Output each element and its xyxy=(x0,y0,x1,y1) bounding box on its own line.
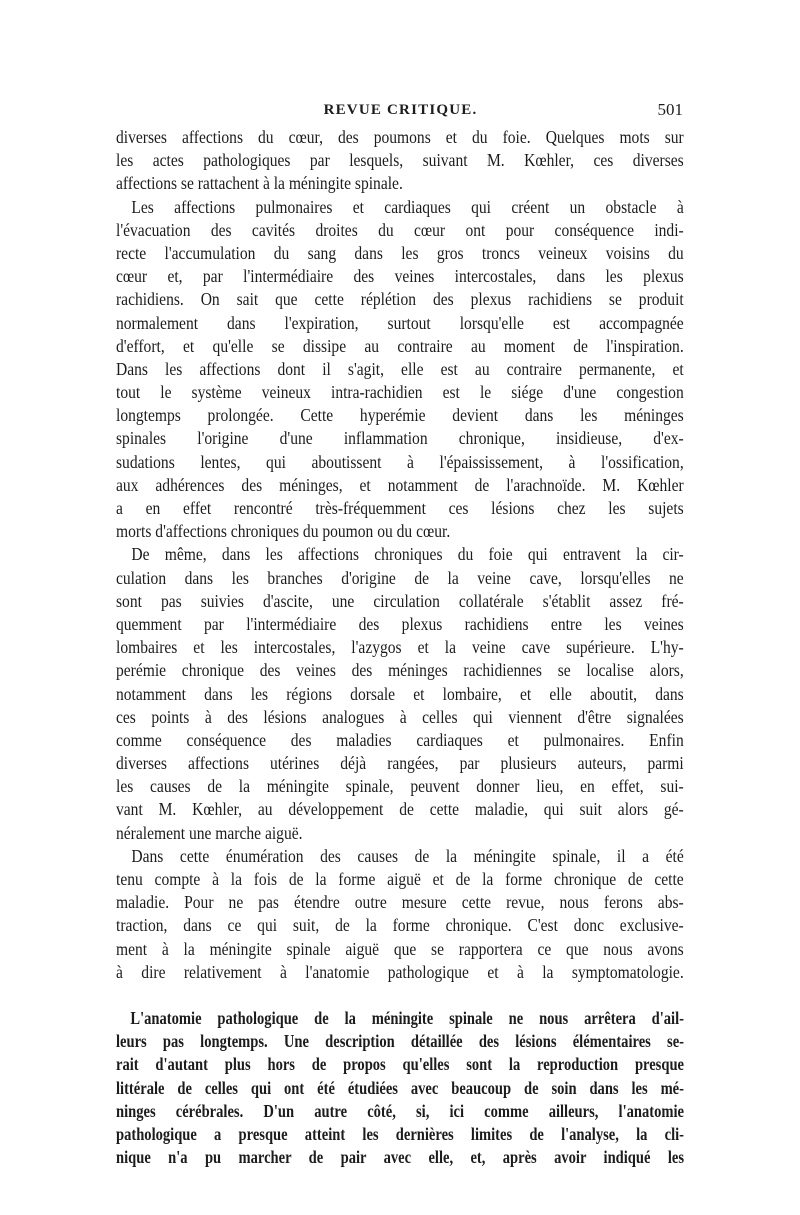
text-line: L'anatomie pathologique de la méningite spinale ne nous arrêtera d'ail- xyxy=(130,1007,684,1028)
text-line: diverses affections utérines déjà rangées, par plusieurs auteurs, parmi xyxy=(116,753,684,774)
text-line: diverses affections du cœur, des poumons et du foie. Quelques mots sur xyxy=(116,127,684,147)
text-line: traction, dans ce qui suit, de la forme chronique. C'est donc exclusive- xyxy=(116,915,684,936)
text-line: comme conséquence des maladies cardiaques et pulmonaires. Enfin xyxy=(116,729,684,750)
text-line: d'effort, et qu'elle se dissipe au contraire au moment de l'inspiration. xyxy=(116,335,684,356)
text-line: rachidiens. On sait que cette réplétion des plexus rachidiens se produit xyxy=(116,289,684,310)
text-line: recte l'accumulation du sang dans les gros troncs veineux voisins du xyxy=(116,242,684,263)
text-line: les actes pathologiques par lesquels, suivant M. Kœhler, ces diverses xyxy=(116,150,684,171)
text-line: De même, dans les affections chroniques du foie qui entravent la cir- xyxy=(131,544,684,565)
text-line: culation dans les branches d'origine de la veine cave, lorsqu'elles ne xyxy=(116,567,684,588)
text-line: maladie. Pour ne pas étendre outre mesure cette revue, nous ferons abs- xyxy=(116,892,684,913)
text-line: ninges cérébrales. D'un autre côté, si, ici comme ailleurs, l'anatomie xyxy=(116,1100,684,1121)
text-line: normalement dans l'expiration, surtout lorsqu'elle est accompagnée xyxy=(116,312,684,333)
text-line: Les affections pulmonaires et cardiaques qui créent un obstacle à xyxy=(131,196,684,217)
text-line: quemment par l'intermédiaire des plexus rachidiens entre les veines xyxy=(116,613,684,634)
page-number: 501 xyxy=(657,100,683,119)
text-line: rait d'autant plus hors de propos qu'elles sont la reproduction presque xyxy=(116,1054,684,1075)
text-line: vant M. Kœhler, au développement de cette maladie, qui suit alors gé- xyxy=(116,799,684,820)
running-head-title: REVUE CRITIQUE. xyxy=(323,102,478,118)
text-line: notamment dans les régions dorsale et lombaire, et elle aboutit, dans xyxy=(116,683,684,704)
text-line: aux adhérences des méninges, et notamment de l'arachnoïde. M. Kœhler xyxy=(116,474,684,495)
text-line: sont pas suivies d'ascite, une circulation collatérale s'établit assez fré- xyxy=(116,590,684,611)
text-line: néralement une marche aiguë. xyxy=(116,822,303,843)
text-line: leurs pas longtemps. Une description détaillée des lésions élémentaires se- xyxy=(116,1031,684,1052)
text-line: Dans cette énumération des causes de la méningite spinale, il a été xyxy=(131,845,684,866)
text-line: morts d'affections chroniques du poumon ou du cœur. xyxy=(116,521,451,542)
text-line: ces points à des lésions analogues à celles qui viennent d'être signalées xyxy=(116,706,684,727)
section-gap xyxy=(116,984,684,1007)
text-line: ment à la méningite spinale aiguë que se rapportera ce que nous avons xyxy=(116,938,684,959)
text-line: perémie chronique des veines des méninges rachidiennes se localise alors, xyxy=(116,660,684,681)
text-line: à dire relativement à l'anatomie pathologique et à la symptomatologie. xyxy=(116,961,684,982)
text-line: tenu compte à la fois de la forme aiguë et de la forme chronique de cette xyxy=(116,869,684,889)
text-line: les causes de la méningite spinale, peuvent donner lieu, en effet, sui- xyxy=(116,776,684,797)
text-line: littérale de celles qui ont été étudiées avec beaucoup de soin dans les mé- xyxy=(116,1077,684,1098)
text-line: cœur et, par l'intermédiaire des veines intercostales, dans les plexus xyxy=(116,266,684,287)
text-line: tout le système veineux intra-rachidien est le siége d'une congestion xyxy=(116,382,684,403)
text-line: affections se rattachent à la méningite spinale. xyxy=(116,173,403,194)
running-head xyxy=(118,98,683,122)
body-text xyxy=(116,126,684,1169)
text-line: a en effet rencontré très-fréquemment ces lésions chez les sujets xyxy=(116,498,684,518)
text-line: nique n'a pu marcher de pair avec elle, et, après avoir indiqué les xyxy=(116,1147,684,1168)
text-line: longtemps prolongée. Cette hyperémie devient dans les méninges xyxy=(116,405,684,426)
text-line: pathologique a presque atteint les dernières limites de l'analyse, la cli- xyxy=(116,1123,684,1144)
text-line: Dans les affections dont il s'agit, elle est au contraire permanente, et xyxy=(116,358,684,379)
text-line: l'évacuation des cavités droites du cœur ont pour conséquence indi- xyxy=(116,219,684,240)
text-line: sudations lentes, qui aboutissent à l'épaississement, à l'ossification, xyxy=(116,451,684,472)
text-line: spinales l'origine d'une inflammation chronique, insidieuse, d'ex- xyxy=(116,428,684,449)
text-line: lombaires et les intercostales, l'azygos et la veine cave supérieure. L'hy- xyxy=(116,637,684,658)
